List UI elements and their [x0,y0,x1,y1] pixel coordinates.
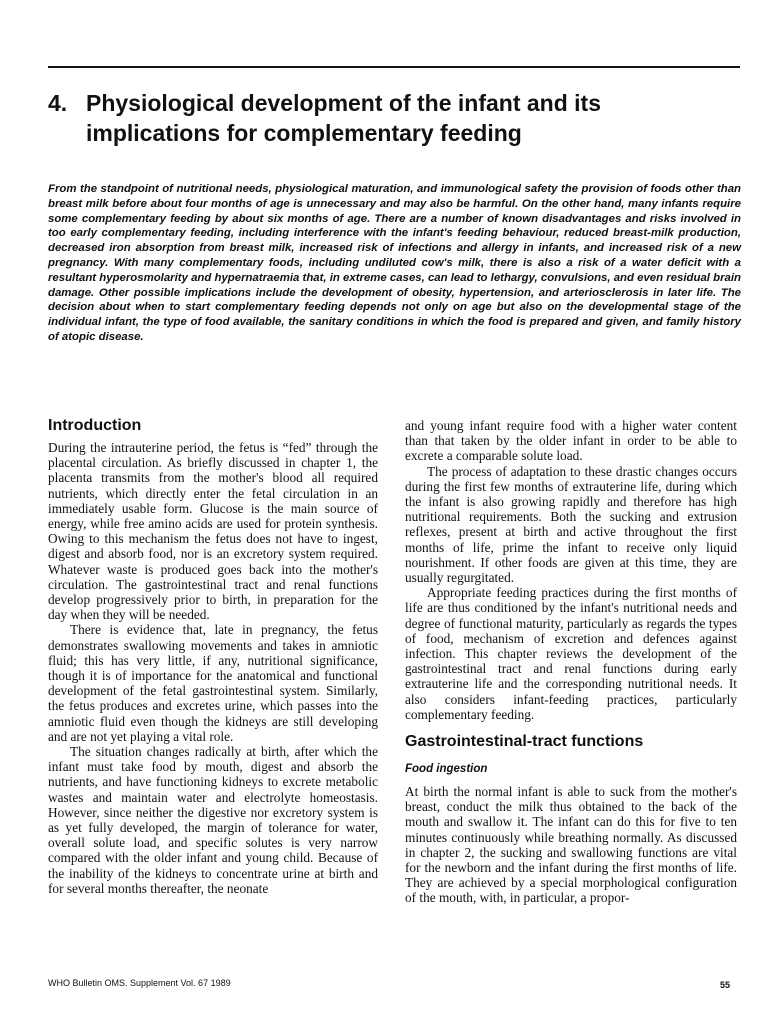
intro-paragraph-3: The situation changes radically at birth, after which the infant must take food by mouth, digest and absorb the nutrients, and have functioning kidneys to excrete metabolic wastes and maintain water and electrolyte homeostasis. However, since neither the digestive nor excretory system is as yet fully developed, the margin of tolerance for water, overall solute load, and specific solutes is very narrow compared with the older infant and young child. Because of the inability of the kidneys to concentrate urine at birth and for several months thereafter, the neonate [48,744,378,896]
food-ingestion-paragraph: At birth the normal infant is able to suck from the mother's breast, conduct the milk thus obtained to the back of the mouth and swallow it. The infant can do this for five to ten minutes continuously while breathing normally. As discussed in chapter 2, the sucking and swallowing functions are vital for the newborn and the infant during the first months of life. They are achieved by a special morphological configuration of the mouth, with, in particular, a propor- [405,784,737,906]
intro-paragraph-4: The process of adaptation to these drastic changes occurs during the first few months of extrauterine life, during which the infant is also growing rapidly and therefore has high nutritional requirements. Both the sucking and extrusion reflexes, present at birth and active throughout the first months of life, prime the infant to receive only liquid nourishment. If other foods are given at this time, they are usually regurgitated. [405,463,737,586]
food-ingestion-subheading: Food ingestion [405,763,488,776]
abstract: From the standpoint of nutritional needs, physiological maturation, and immunological safety the provision of foods other than breast milk before about four months of age is unnecessary and may also be harmful. On the other hand, many infants require some complementary feeding by about six months of age. There are a number of known disadvantages and risks involved in too early complementary feeding, including interference with the infant's feeding behaviour, reduced breast-milk production, decreased iron absorption from breast milk, increased risk of infections and allergy in infants, and increased risk of a new pregnancy. With many complementary foods, including undiluted cow's milk, there is also a risk of a water deficit with a resultant hyperosmolarity and hypernatraemia that, in extreme cases, can lead to lethargy, convulsions, and even residual brain damage. Other possible implications include the development of obesity, hypertension, and arteriosclerosis in later life. The decision about when to start complementary feeding depends not only on age but also on the developmental stage of the individual infant, the type of food available, the sanitary conditions in which the food is prepared and given, and family history of atopic disease. [48,183,741,343]
intro-paragraph-1: During the intrauterine period, the fetus is “fed” through the placental circulation. As briefly discussed in chapter 1, the placenta transmits from the mother's blood all required nutrients, which directly enter the fetal circulation in an immediately usable form. Glucose is the main source of energy, while free amino acids are used for protein synthesis. Owing to this mechanism the fetus does not have to ingest, digest and absorb food, nor is an excretory system required. Whatever waste is produced goes back into the mother's circulation. The gastrointestinal tract and renal functions develop progressively prior to birth, in preparation for the day when they will be needed. [48,440,378,623]
chapter-number: 4. [48,90,68,116]
introduction-heading: Introduction [48,417,142,434]
left-column [48,416,378,896]
gastrointestinal-heading: Gastrointestinal-tract functions [405,733,644,751]
intro-paragraph-3-continued: and young infant require food with a higher water content than that taken by the older infant in order to be able to excrete a comparable solute load. [405,418,737,464]
journal-footer: WHO Bulletin OMS. Supplement Vol. 67 1989 [48,978,231,988]
page-number: 55 [720,980,731,990]
intro-paragraph-5: Appropriate feeding practices during the first months of life are thus conditioned by the infant's nutritional needs and degree of functional maturity, particularly as regards the types of food, mechanism of excretion and defences against infection. This chapter reviews the development of the gastrointestinal tract and renal functions during early extrauterine life and the corresponding nutritional needs. It also considers infant-feeding practices, particularly complementary feeding. [405,585,737,722]
chapter-title [48,88,738,148]
chapter-title-text: Physiological development of the infant and its implications for complementary feeding [86,90,602,146]
right-column [405,418,737,906]
top-rule [48,66,740,68]
intro-paragraph-2: There is evidence that, late in pregnancy, the fetus demonstrates swallowing movements and takes in amniotic fluid; this has very little, if any, nutritional significance, though it is of importance for the anatomical and functional development of the fetal gastrointestinal system. Similarly, the fetus produces and excretes urine, which passes into the amniotic fluid even though the kidneys are still developing and are not yet playing a vital role. [48,622,378,744]
